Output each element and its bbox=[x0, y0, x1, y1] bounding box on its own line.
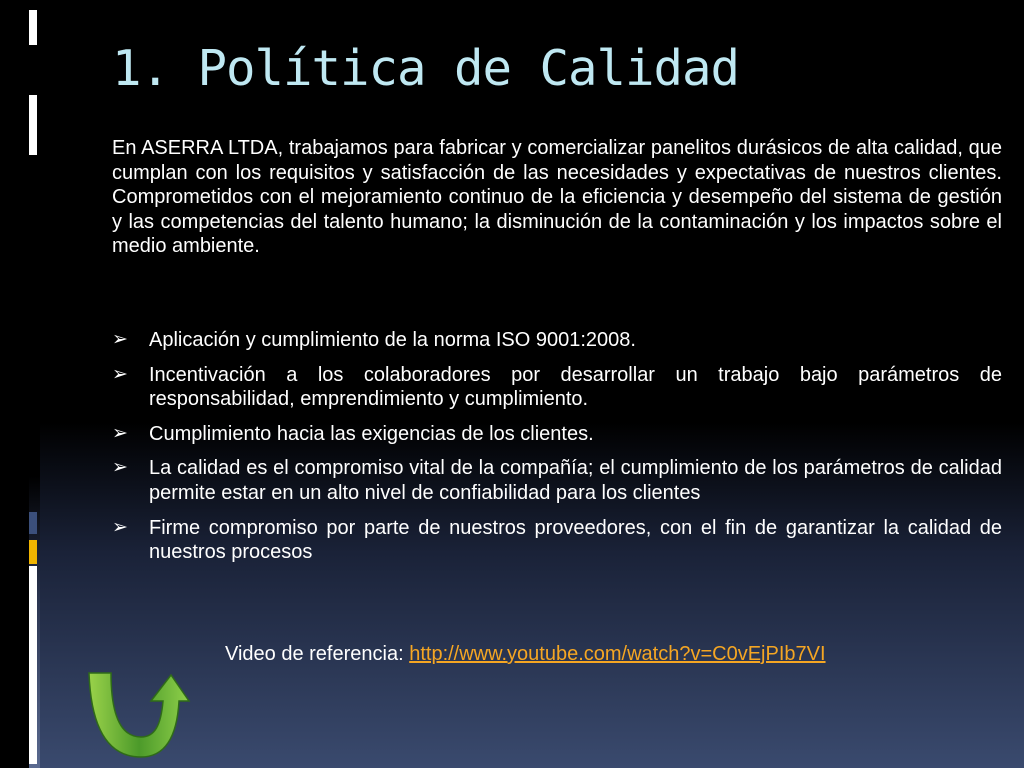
decor-block bbox=[29, 566, 37, 764]
bullet-text: Incentivación a los colaboradores por desarrollar un trabajo bajo parámetros de responsabilidad, emprendimiento y cumplimiento. bbox=[149, 363, 1002, 411]
list-item bbox=[112, 363, 1002, 412]
bullet-arrow-icon: ➢ bbox=[112, 363, 128, 385]
bullet-text: Cumplimiento hacia las exigencias de los clientes. bbox=[149, 422, 594, 445]
bullet-arrow-icon: ➢ bbox=[112, 516, 128, 538]
intro-paragraph: En ASERRA LTDA, trabajamos para fabricar y comercializar panelitos durásicos de alta calidad, que cumplan con los requisitos y satisfacción de las necesidades y expectativas de nuestros clientes. Comprometidos con el mejoramiento continuo de la eficiencia y desempeño del sistema de gestión y las competencias del talento humano; la disminución de la contaminación y los impactos sobre el medio ambiente. bbox=[112, 137, 1002, 258]
list-item bbox=[112, 422, 1002, 447]
list-item bbox=[112, 516, 1002, 565]
decor-block bbox=[29, 10, 37, 45]
reference-label: Video de referencia: bbox=[225, 643, 410, 665]
bullet-arrow-icon: ➢ bbox=[112, 329, 128, 350]
u-turn-arrow-icon[interactable] bbox=[85, 665, 195, 760]
decor-block bbox=[29, 95, 37, 155]
bullet-text: Firme compromiso por parte de nuestros proveedores, con el fin de garantizar la calidad de nuestros procesos bbox=[149, 516, 1002, 564]
slide-title: 1. Política de Calidad bbox=[112, 40, 740, 97]
bullet-arrow-icon: ➢ bbox=[112, 457, 128, 479]
bullet-arrow-icon: ➢ bbox=[112, 422, 128, 444]
decor-block bbox=[29, 512, 37, 534]
video-link[interactable]: http://www.youtube.com/watch?v=C0vEjPIb7VI bbox=[409, 643, 826, 665]
list-item bbox=[112, 456, 1002, 505]
bullet-text: Aplicación y cumplimiento de la norma ISO 9001:2008. bbox=[149, 329, 636, 351]
bullet-list bbox=[112, 328, 1002, 575]
list-item bbox=[112, 328, 1002, 353]
decor-block bbox=[29, 540, 37, 564]
reference-line bbox=[225, 643, 826, 666]
bullet-text: La calidad es el compromiso vital de la compañía; el cumplimiento de los parámetros de calidad permite estar en un alto nivel de confiabilidad para los clientes bbox=[149, 457, 1002, 504]
